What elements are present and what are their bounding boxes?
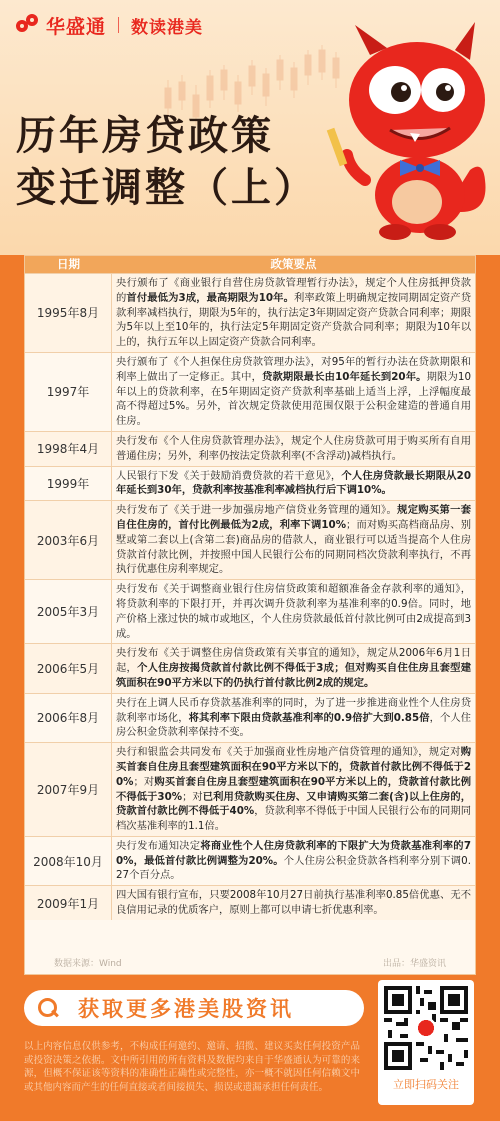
disclaimer: 以上内容信息仅供参考，不构成任何邀约、邀请、招揽、建议买卖任何投资产品或投资决策之依据。文中所引用的所有资料及数据均来自于华盛通认为可靠的来源，但概不保证该等资料的准确性正确性或完整性，亦一概不就因任何信赖文中或其他内容而产生的任何直接或者间接损失、损误或遗漏承担任何责任。 xyxy=(24,1041,360,1093)
table-row xyxy=(25,431,475,466)
row-policy-text: 央行发布《个人住房贷款管理办法》，规定个人住房贷款可用于购买所有自用普通住房；另外，利率仍按法定贷款利率(不含浮动)减档执行。 xyxy=(116,434,471,462)
row-date: 2006年5月 xyxy=(25,644,112,692)
row-policy-text: 央行颁布了《商业银行自营住房贷款管理暂行办法》，规定个人住房抵押贷款的首付最低为3成，最高期限为10年。利率政策上明确规定按同期固定资产贷款利率减档执行，期限为5年的，执行法定3年期固定资产贷款合同利率；期限为5年以上至10年的，执行法定5年期固定资产贷款合同利率；期限为10年以上的，执行五年以上固定资产贷款合同利率。 xyxy=(116,277,472,349)
header xyxy=(0,0,500,255)
page-title-line-1: 历年房贷政策 xyxy=(16,113,274,159)
more-info-label: 获取更多港美股资讯 xyxy=(78,997,294,1021)
table-body xyxy=(25,273,475,920)
row-date: 2003年6月 xyxy=(25,501,112,579)
table-row xyxy=(25,885,475,920)
sub-brand: 数读港美 xyxy=(131,17,204,38)
policy-table xyxy=(24,255,476,975)
row-date: 2005年3月 xyxy=(25,580,112,643)
brand-logo-icon xyxy=(16,14,40,36)
table-row xyxy=(25,693,475,742)
publisher: 出品：华盛资讯 xyxy=(382,959,446,969)
table-header xyxy=(25,256,475,273)
brand-name: 华盛通 xyxy=(46,15,107,38)
row-policy-text: 央行在上调人民币存贷款基准利率的同时，为了进一步推进商业性个人住房贷款利率市场化，将其利率下限由贷款基准利率的0.9倍扩大到0.85倍，个人住房公积金贷款利率保持不变。 xyxy=(116,696,472,739)
dragon-mascot-icon xyxy=(325,20,500,245)
row-policy-text: 央行发布《关于调整住房信贷政策有关事宜的通知》，规定从2006年6月1日起，个人住房按揭贷款首付款比例不得低于3成；但对购买自住住房且套型建筑面积在90平方米以下的仍执行首付款比例2成的规定。 xyxy=(116,647,472,689)
qr-label: 立即扫码关注 xyxy=(393,1078,459,1091)
column-header-policy: 政策要点 xyxy=(270,257,317,271)
search-icon xyxy=(38,998,58,1018)
row-policy-text: 四大国有银行宣布，只要2008年10月27日前执行基准利率0.85倍优惠、无不良信用记录的优质客户，原则上都可以申请七折优惠利率。 xyxy=(116,889,471,917)
more-info-button[interactable] xyxy=(24,990,364,1026)
table-row xyxy=(25,466,475,501)
table-row xyxy=(25,836,475,885)
row-date: 1997年 xyxy=(25,353,112,431)
qr-card[interactable] xyxy=(378,980,474,1105)
row-date: 2006年8月 xyxy=(25,694,112,742)
row-date: 1999年 xyxy=(25,467,112,501)
page-title-line-2: 变迁调整（上） xyxy=(16,165,317,211)
row-policy-text: 央行和银监会共同发布《关于加强商业性房地产信贷管理的通知》，规定对购买首套自住房且套型建筑面积在90平方米以下的，贷款首付款比例不得低于20%；对购买首套自住房且套型建筑面积在90平方米以上的，贷款首付款比例不得低于30%；对已利用贷款购买住房、又申请购买第二套(含)以上住房的，贷款首付款比例不得低于40%，贷款利率不得低于中国人民银行公布的同期同档次基准利率的1.1倍。 xyxy=(116,746,472,833)
table-row xyxy=(25,643,475,692)
column-header-date: 日期 xyxy=(57,257,80,271)
row-date: 2009年1月 xyxy=(25,886,112,920)
row-policy-text: 央行发布《关于调整商业银行住房信贷政策和超额准备金存款利率的通知》，将贷款利率的下限打开，并再次调升贷款利率为基准利率的0.9倍。同时，地产价格上涨过快的城市或地区，个人住房贷款最低首付款比例可由2成提高到3成。 xyxy=(116,583,471,640)
brand-divider xyxy=(118,17,119,33)
row-date: 2008年10月 xyxy=(25,837,112,885)
qr-code-icon xyxy=(384,986,468,1070)
source-row xyxy=(24,956,476,969)
row-policy-text: 央行发布了《关于进一步加强房地产信贷业务管理的通知》。规定购买第一套自住住房的，首付比例最低为2成，利率下调10%；而对购买高档商品房、别墅或第二套以上(含第二套)商品房的借款人，商业银行可以适当提高个人住房贷款首付款比例，并按照中国人民银行公布的同期同档次贷款利率执行，不再执行优惠住房利率规定。 xyxy=(116,504,472,576)
row-date: 2007年9月 xyxy=(25,743,112,836)
row-date: 1998年4月 xyxy=(25,432,112,466)
data-source: 数据来源：Wind xyxy=(54,959,122,969)
table-row xyxy=(25,500,475,579)
table-row xyxy=(25,742,475,836)
brand-bar xyxy=(16,12,203,38)
table-row xyxy=(25,352,475,431)
table-row xyxy=(25,273,475,352)
row-policy-text: 人民银行下发《关于鼓励消费贷款的若干意见》，个人住房贷款最长期限从20年延长到30年，贷款利率按基准利率减档执行后下调10%。 xyxy=(116,469,471,497)
row-date: 1995年8月 xyxy=(25,274,112,352)
row-policy-text: 央行颁布了《个人担保住房贷款管理办法》，对95年的暂行办法在贷款期限和利率上做出了一定修正。其中，贷款期限最长由10年延长到20年。期限为10年以上的贷款利率，在5年期固定资产贷款利率基础上适当上浮，上浮幅度最高不得超过5%。另外，首次规定贷款使用范围仅限于公积金建造的普通自用住房。 xyxy=(116,355,471,428)
row-policy-text: 央行发布通知决定将商业性个人住房贷款利率的下限扩大为贷款基准利率的70%，最低首付款比例调整为20%。个人住房公积金贷款各档利率分别下调0.27个百分点。 xyxy=(116,839,471,882)
table-row xyxy=(25,579,475,643)
